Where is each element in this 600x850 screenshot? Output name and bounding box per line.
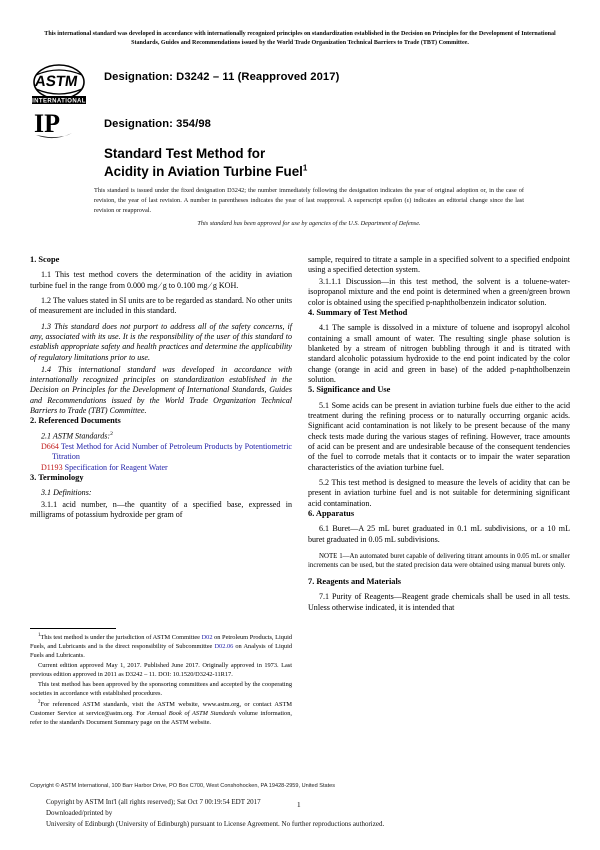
footnote-2 <box>30 700 292 727</box>
reference-item[interactable] <box>30 442 292 463</box>
paragraph-5-1: 5.1 Some acids can be present in aviation turbine fuels due either to the acid treatment during the refining process or to naturally occurring organic acids. Significant acid contamination is not likely to be present because of the many check tests made during the various stages of refining. However, trace amounts of acid can be present and are undesirable because of the consequent tendencies of the fuel to corrode metals that it contacts or to impair the water separation characteristics of the aviation turbine fuel. <box>308 400 570 472</box>
approved-note: This standard has been approved for use by agencies of the U.S. Department of Defense. <box>197 220 421 227</box>
footnote-2-marker: 2 <box>38 699 41 705</box>
paragraph-1-1: 1.1 This test method covers the determination of the acidity in aviation turbine fuel in the range from 0.000 mg ⁄ g to 0.100 mg ⁄ g KOH. <box>30 270 292 290</box>
footnote-1-marker: 1 <box>38 633 41 638</box>
download-line-1: Copyright by ASTM Int'l (all rights reserved); Sat Oct 7 00:19:54 EDT 2017 <box>46 798 261 806</box>
footnote-2-part-b: volume information, refer to the standard's Document Summary page on the ASTM website. <box>30 709 292 726</box>
note-1 <box>308 552 570 571</box>
paragraph-3-1: 3.1 Definitions: <box>41 488 92 498</box>
tbt-notice: This international standard was developed in accordance with internationally recognized principles on standardization established in the Decision on Principles for the Development of International Standards, Guides and Recommendations issued by the World Trade Organization Technical Barriers to Trade (TBT) Committee. <box>44 31 556 47</box>
paragraph-6-1: 6.1 Buret—A 25 mL buret graduated in 0.1 mL subdivisions, or a 10 mL buret graduated in 0.05 mL subdivisions. <box>308 524 570 544</box>
svg-text:ASTM: ASTM <box>33 73 79 90</box>
title-footnote-marker: 1 <box>302 163 308 173</box>
reference-item[interactable] <box>30 463 292 473</box>
svg-text:INTERNATIONAL: INTERNATIONAL <box>32 98 86 105</box>
paragraph-7-1: 7.1 Purity of Reagents—Reagent grade chemicals shall be used in all tests. Unless otherwise indicated, it is intended that <box>308 592 570 612</box>
footnote-current-edition: Current edition approved May 1, 2017. Published June 2017. Originally approved in 1973. Last previous edition approved in 2011 as D3242 – 11. DOI: 10.1520/D3242-11R17. <box>30 662 292 679</box>
paragraph-5-2: 5.2 This test method is designed to measure the levels of acidity that can be present in aviation turbine fuel and is not suitable for determining significant acid contamination. <box>308 477 570 508</box>
page-title <box>104 145 524 180</box>
astm-logo <box>26 62 94 108</box>
section-heading-significance: 5. Significance and Use <box>308 385 391 395</box>
left-column <box>30 255 292 520</box>
reference-number[interactable]: D1193 <box>41 462 63 472</box>
paragraph-3-1-1: 3.1.1 acid number, n—the quantity of a specified base, expressed in milligrams of potassium hydroxide per gram of <box>30 499 292 519</box>
paragraph-3-1-1-continued: sample, required to titrate a sample in a specified solvent to a specified endpoint using a specified detection system. <box>308 255 570 275</box>
download-info <box>46 797 566 830</box>
ip-designation: Designation: 354/98 <box>104 118 211 130</box>
footnotes-block <box>30 628 292 727</box>
document-header <box>0 62 600 227</box>
copyright-line: Copyright © ASTM International, 100 Barr Harbor Drive, PO Box C700, West Conshohocken, PA 19428-2959, United States <box>30 783 336 789</box>
paragraph-4-1: 4.1 The sample is dissolved in a mixture of toluene and isopropyl alcohol containing a small amount of water. The resulting single phase solution is blanketed by a stream of nitrogen bubbling through it and is titrated with standard alcoholic potassium hydroxide to the end point indicated by the color change (orange in acid and green in base) of the added p-naphtholbenzein solution. <box>308 323 570 384</box>
paragraph-3-1-1-1: 3.1.1.1 Discussion—in this test method, the solvent is a toluene-water-isopropanol mixture and the end point is determined when a green/green brown color is obtained using the specified p-naphtholbenzein indicator solution. <box>308 276 570 307</box>
footnote-1-part-a: This test method is under the jurisdiction of ASTM Committee <box>40 634 202 642</box>
section-heading-summary: 4. Summary of Test Method <box>308 307 408 317</box>
reference-number[interactable]: D664 <box>41 442 59 452</box>
paragraph-1-3: 1.3 This standard does not purport to address all of the safety concerns, if any, associated with its use. It is the responsibility of the user of this standard to establish appropriate safety and health practices and determine the applicability of regulatory limitations prior to use. <box>30 321 292 362</box>
footnote-2-italic: Annual Book of ASTM Standards <box>147 709 237 717</box>
section-heading-scope: 1. Scope <box>30 255 60 264</box>
footnote-accepted: This test method has been approved by the sponsoring committees and accepted by the cooperating societies in accordance with established procedures. <box>30 681 292 698</box>
footnote-1 <box>30 633 292 660</box>
footnote-1-link-d0206[interactable]: D02.06 <box>214 643 234 651</box>
ip-logo <box>30 108 84 144</box>
right-column <box>308 255 570 613</box>
note-1-text: An automated buret capable of delivering titrant amounts in 0.05 mL or smaller increments can be used, but the stated precision data were obtained using manual burets only. <box>308 552 570 569</box>
section-heading-reagents: 7. Reagents and Materials <box>308 577 402 586</box>
footnote-rule <box>30 628 116 629</box>
paragraph-2-1-footnote-marker: 2 <box>110 431 113 438</box>
paragraph-2-1-text: 2.1 ASTM Standards: <box>41 431 111 441</box>
section-heading-referenced-documents: 2. Referenced Documents <box>30 416 121 426</box>
section-heading-apparatus: 6. Apparatus <box>308 508 355 518</box>
footnote-1-link-d02[interactable]: D02 <box>201 634 213 642</box>
footnote-2-part-a: For referenced ASTM standards, visit the ASTM website, www.astm.org, or contact ASTM Customer Service at service@astm.org. For <box>30 700 292 717</box>
svg-text:IP: IP <box>34 109 60 138</box>
download-line-3: University of Edinburgh (University of Edinburgh) pursuant to License Agreement. No further reproductions authorized. <box>46 819 385 828</box>
paragraph-1-4: 1.4 This international standard was developed in accordance with internationally recognized principles on standardization established in the Decision on Principles for the Development of International Standards, Guides and Recommendations issued by the World Trade Organization Technical Barriers to Trade (TBT) Committee. <box>30 364 292 415</box>
footnote-1-part-c: on Analysis of Liquid Fuels and Lubricants. <box>30 643 292 660</box>
section-heading-terminology: 3. Terminology <box>30 473 84 483</box>
page-number: 1 <box>297 801 301 809</box>
title-line-2: Acidity in Aviation Turbine Fuel <box>104 163 303 179</box>
title-line-1: Standard Test Method for <box>104 146 266 161</box>
note-1-label: NOTE 1— <box>319 552 350 560</box>
download-line-2: Downloaded/printed by <box>46 808 113 817</box>
paragraph-1-2: 1.2 The values stated in SI units are to be regarded as standard. No other units of measurement are included in this standard. <box>30 296 292 316</box>
astm-designation: Designation: D3242 – 11 (Reapproved 2017) <box>104 71 340 83</box>
footnote-1-part-b: on Petroleum Products, Liquid Fuels, and Lubricants and is the direct responsibility of Subcommittee <box>30 634 293 651</box>
reference-title[interactable]: Test Method for Acid Number of Petroleum Products by Potentiometric Titration <box>52 442 292 462</box>
issue-note: This standard is issued under the fixed designation D3242; the number immediately following the designation indicates the year of original adoption or, in the case of revision, the year of last revision. A number in parentheses indicates the year of last reapproval. A superscript epsilon (ε) indicates an editorial change since the last revision or reapproval. <box>94 187 524 215</box>
paragraph-2-1 <box>30 431 292 442</box>
reference-title[interactable]: Specification for Reagent Water <box>64 462 168 472</box>
